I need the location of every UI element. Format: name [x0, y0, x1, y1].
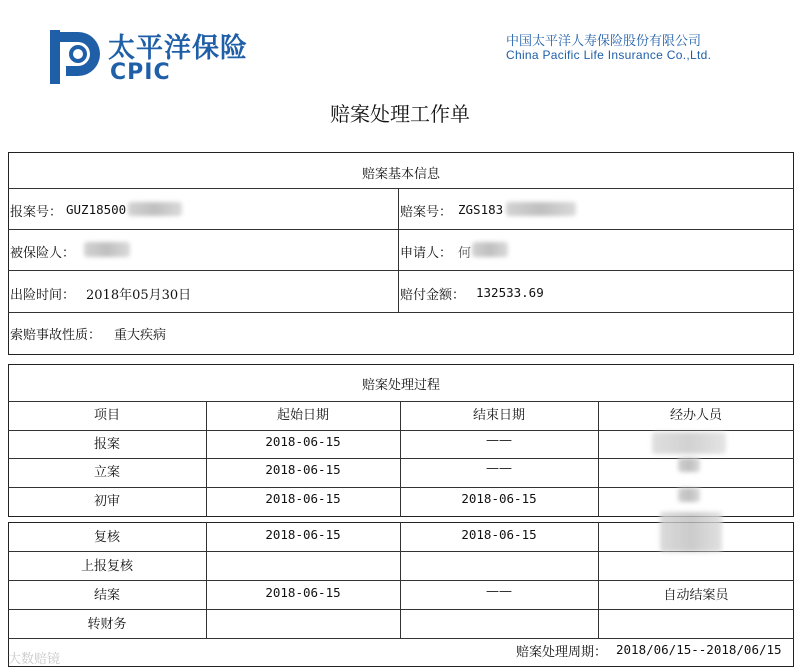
redacted-handler [678, 458, 700, 472]
applicant-label: 申请人： [400, 246, 453, 261]
divider [398, 188, 399, 312]
redacted-handler [660, 512, 722, 552]
accident-time-value: 2018年05月30日 [86, 288, 192, 303]
process-item: 复核 [93, 530, 120, 545]
insured-label: 被保险人： [10, 246, 76, 261]
redacted-text [506, 202, 576, 216]
process-item: 结案 [93, 588, 120, 603]
document-title: 赔案处理工作单 [330, 102, 470, 126]
process-item: 报案 [93, 437, 120, 452]
redacted-text [472, 242, 508, 257]
period-label: 赔案处理周期： [516, 645, 608, 660]
divider [8, 401, 794, 402]
company-name-cn: 中国太平洋人寿保险股份有限公司 [506, 34, 702, 49]
cpic-logo-icon [48, 28, 102, 86]
process-heading: 赔案处理过程 [361, 378, 440, 393]
process-end-date: 2018-06-15 [461, 527, 537, 542]
redacted-text [128, 202, 182, 216]
report-no-label: 报案号： [10, 205, 63, 220]
applicant-partial: 何 [458, 246, 472, 261]
column-header-item: 项目 [93, 408, 120, 423]
process-item: 转财务 [87, 617, 127, 632]
brand-name-en: CPIC [110, 60, 171, 85]
period-value: 2018/06/15--2018/06/15 [616, 642, 782, 657]
process-item: 上报复核 [80, 559, 133, 574]
column-header-end-date: 结束日期 [472, 408, 525, 423]
process-item: 初审 [93, 494, 120, 509]
divider [8, 270, 794, 271]
process-start-date: 2018-06-15 [265, 491, 341, 506]
process-end-date: —— [486, 433, 512, 448]
process-start-date: 2018-06-15 [265, 462, 341, 477]
column-header-handler: 经办人员 [669, 408, 722, 423]
divider [8, 430, 794, 431]
company-name-en: China Pacific Life Insurance Co.,Ltd. [506, 48, 712, 62]
divider [598, 522, 599, 638]
amount-label: 赔付金额： [400, 288, 466, 303]
brand-name-cn: 太平洋保险 [108, 33, 248, 64]
divider [8, 638, 794, 639]
process-end-date: —— [486, 461, 512, 476]
amount-value: 132533.69 [476, 285, 544, 300]
divider [8, 229, 794, 230]
divider [8, 580, 794, 581]
report-no-value: GUZ18500 [66, 202, 127, 217]
process-start-date: 2018-06-15 [265, 527, 341, 542]
claim-no-label: 赔案号： [400, 205, 453, 220]
claim-no-value: ZGS183 [458, 202, 504, 217]
divider [8, 312, 794, 313]
redacted-handler [678, 488, 700, 502]
process-item: 立案 [93, 465, 120, 480]
process-handler: 自动结案员 [663, 588, 729, 603]
nature-value: 重大疾病 [114, 328, 167, 343]
process-start-date: 2018-06-15 [265, 434, 341, 449]
redacted-text [84, 242, 130, 257]
divider [8, 188, 794, 189]
accident-time-label: 出险时间： [10, 288, 76, 303]
basic-info-heading: 赔案基本信息 [361, 167, 440, 182]
column-header-start-date: 起始日期 [276, 408, 329, 423]
process-end-date: —— [486, 584, 512, 599]
divider [8, 609, 794, 610]
process-end-date: 2018-06-15 [461, 491, 537, 506]
redacted-handler [652, 432, 726, 454]
watermark-text: 大数赔镜 [8, 652, 61, 667]
divider [8, 458, 794, 459]
process-start-date: 2018-06-15 [265, 585, 341, 600]
divider [8, 487, 794, 488]
nature-label: 索赔事故性质： [10, 328, 102, 343]
